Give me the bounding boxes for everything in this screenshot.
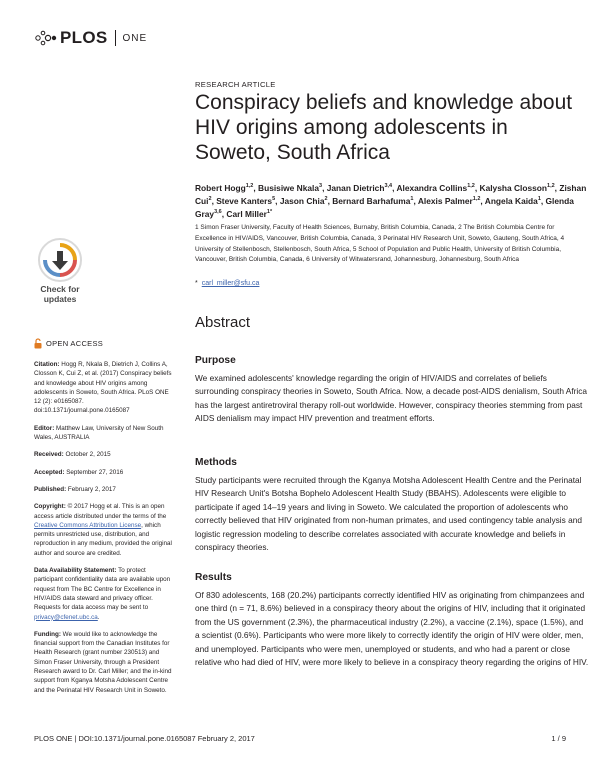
- received-block: [34, 450, 174, 459]
- received-date: October 2, 2015: [63, 451, 111, 459]
- open-access-badge: [34, 338, 174, 349]
- page-number: 1 / 9: [551, 734, 566, 743]
- editor-text: Matthew Law, University of New South Wales, AUSTRALIA: [34, 424, 164, 442]
- article-sidebar: [34, 338, 174, 703]
- journal-logo: [34, 28, 147, 48]
- citation-label: Citation:: [34, 361, 60, 368]
- funding-text: We would like to acknowledge the financial support from the Canadian Institutes for Health Research (grant number 230513) and Simon Fraser University, through a President Research award to Dr. Carl Miller; and the in-kind support from Kganya Motsha Adolescent Centre and the Perinatal HIV Research Unit in Soweto.: [34, 630, 172, 694]
- logo-plos-text: PLOS: [60, 28, 108, 47]
- author-affil-sup: 1,2: [472, 196, 481, 203]
- check-for-updates-badge[interactable]: [34, 238, 86, 304]
- author-name: Zishan Cui: [195, 183, 587, 207]
- check-for-updates-icon: [38, 238, 82, 282]
- badge-label-line2: updates: [43, 293, 77, 304]
- affiliations: 1 Simon Fraser University, Faculty of Health Sciences, Burnaby, British Columbia, Canada, 2 The British Columbia Centre for Excellence in HIV/AIDS, Vancouver, British Columbia, Canada, 3 Perinatal HIV Research Unit, Soweto, Gauteng, South Africa, 4 University of Stellenbosch, Stellenbosch, South Africa, 5 School of Population and Public Health, University of British Columbia, Vancouver, British Columbia, Canada, 6 University of Witwatersrand, Johannesburg, Johannesburg, South Africa: [195, 224, 565, 264]
- badge-label: [34, 285, 86, 304]
- author-name: Robert Hogg: [195, 183, 246, 193]
- data-availability-label: Data Availability Statement:: [34, 567, 117, 575]
- badge-label-line1: Check for: [40, 284, 80, 294]
- corresponding-author: [195, 280, 259, 287]
- author-list: Robert Hogg$^{1,2}$, Busisiwe Nkala$^3$, Janan Dietrich$^{3,4}$, Alexandra Collins$^{1,2}$, Kalysha Closson$^{1,2}$, Zishan Cui$^2$, Steve Kanters$^5$, Jason Chia$^2$, Bernard Barhafuma$^1$, Alexis Palmer$^{1,2}$, Angela Kaida$^1$, Glenda Gray$^{3,6}$, Carl Miller$^{1*}$: [195, 183, 587, 220]
- author-affil-sup: 1: [537, 196, 541, 203]
- accepted-date: September 27, 2016: [64, 468, 124, 476]
- published-block: [34, 485, 174, 494]
- author-name: Bernard Barhafuma: [332, 196, 411, 207]
- footer-citation: PLOS ONE | DOI:10.1371/journal.pone.0165087 February 2, 2017: [34, 734, 255, 743]
- citation-text: Hogg R, Nkala B, Dietrich J, Collins A, Closson K, Cui Z, et al. (2017) Conspiracy beliefs and knowledge about HIV origins among adolescents in Soweto, South Africa. PLoS ONE 12 (2): e0165087. doi:10.1371/journal.pone.0165087: [34, 361, 172, 415]
- author-name: Glenda Gray: [195, 196, 574, 220]
- corresponding-email-link[interactable]: carl_miller@sfu.ca: [201, 280, 260, 287]
- article-type: RESEARCH ARTICLE: [195, 80, 276, 89]
- editor-label: Editor:: [34, 424, 55, 432]
- author-name: Busisiwe Nkala: [258, 183, 320, 193]
- author-name: Alexis Palmer: [417, 196, 473, 207]
- author-affil-sup: 1,2: [547, 183, 555, 190]
- results-paragraph: Of 830 adolescents, 168 (20.2%) participants correctly identified HIV as originating from chimpanzees and one third (n = 71, 8.6%) believed in a conspiracy theory about the origins of HIV, including that it originated from the US government (2.3%), the pharmaceutical industry (2.2%), a vaccine (2.1%), space (1.5%), and a scientist (0.6%). Participants who were more likely to correctly identify the origin of HIV were older, men, and unemployed. Participants who were men, unemployed or students, and who had a parent or close relative who had died of HIV, were more likely to believe in a conspiracy theory regarding the origins of HIV.: [195, 590, 589, 668]
- corresponding-star: *: [195, 280, 198, 287]
- methods-paragraph: Study participants were recruited through the Kganya Motsha Adolescent Health Centre and the Perinatal HIV Research Unit's Botsha Bophelo Adolescent Health Study (BBAHS). Adolescents were eligible to participate if aged 14–19 years and living in Soweto. We calculated the proportion of adolescents who correctly believed that HIV originated from non-human primates, and used contingency table analysis and logistic regression modeling to describe correlates associated with accurate knowledge and beliefs in conspiracy theories.: [195, 475, 582, 553]
- methods-heading: Methods: [195, 457, 237, 468]
- author-affil-sup: 1: [410, 196, 414, 203]
- author-name: Carl Miller: [226, 209, 267, 220]
- author-name: Jason Chia: [279, 196, 325, 207]
- published-label: Published:: [34, 485, 67, 493]
- author-affil-sup: 2: [324, 196, 328, 203]
- accepted-block: [34, 468, 174, 477]
- author-affil-sup: 3: [319, 183, 323, 190]
- data-availability-text: To protect participant confidentiality data are available upon request from The BC Centre for Excellence in HIV/AIDS data steward and privacy officer. Requests for data access may be sent to: [34, 567, 171, 612]
- author-affil-sup: 5: [272, 196, 276, 203]
- copyright-block: [34, 502, 174, 558]
- purpose-heading: Purpose: [195, 355, 236, 366]
- author-name: Alexandra Collins: [396, 183, 468, 193]
- accepted-label: Accepted:: [34, 468, 65, 476]
- page-footer: [34, 734, 566, 743]
- purpose-paragraph: We examined adolescents' knowledge regarding the origin of HIV/AIDS and correlates of beliefs surrounding conspiracy theories in Soweto, South Africa. Now, a decade post-AIDS denialism, South Africa has the largest antiretroviral therapy roll-out worldwide. However, conspiracy theories stemming from past AIDS denialism may impact HIV prevention and treatment efforts.: [195, 373, 588, 424]
- copyright-label: Copyright:: [34, 503, 66, 511]
- results-heading: Results: [195, 572, 232, 583]
- article-title: Conspiracy beliefs and knowledge about HIV origins among adolescents in Soweto, South Africa: [195, 91, 573, 164]
- funding-label: Funding:: [34, 630, 61, 638]
- license-link[interactable]: Creative Commons Attribution License: [34, 521, 142, 529]
- received-label: Received:: [34, 451, 64, 459]
- logo-one-text: ONE: [122, 32, 148, 44]
- citation-block: [34, 360, 174, 416]
- plos-logo-icon: [34, 29, 58, 47]
- copyright-text: © 2017 Hogg et al. This is an open access article distributed under the terms of the: [34, 503, 167, 520]
- author-affil-sup: 1,2: [245, 183, 254, 190]
- author-name: Janan Dietrich: [326, 183, 385, 193]
- author-affil-sup: 1*: [266, 209, 273, 216]
- published-date: February 2, 2017: [66, 485, 116, 493]
- author-affil-sup: 2: [208, 196, 212, 203]
- open-access-label: OPEN ACCESS: [46, 338, 104, 348]
- data-availability-block: [34, 566, 174, 622]
- open-lock-icon: [34, 338, 42, 349]
- privacy-email-link[interactable]: privacy@cfenet.ubc.ca: [34, 613, 98, 621]
- editor-block: [34, 424, 174, 443]
- data-availability-end: .: [97, 613, 100, 621]
- author-affil-sup: 1,2: [467, 183, 475, 190]
- author-name: Kalysha Closson: [479, 183, 548, 193]
- author-affil-sup: 3,6: [214, 209, 222, 216]
- funding-block: [34, 630, 174, 695]
- author-name: Angela Kaida: [484, 196, 538, 207]
- author-affil-sup: 3,4: [384, 183, 393, 190]
- author-name: Steve Kanters: [216, 196, 273, 207]
- copyright-text-cont: , which permits unrestricted use, distribution, and reproduction in any medium, provided the original author and source are credited.: [34, 521, 172, 557]
- abstract-heading: Abstract: [195, 314, 251, 331]
- logo-separator: [115, 30, 116, 46]
